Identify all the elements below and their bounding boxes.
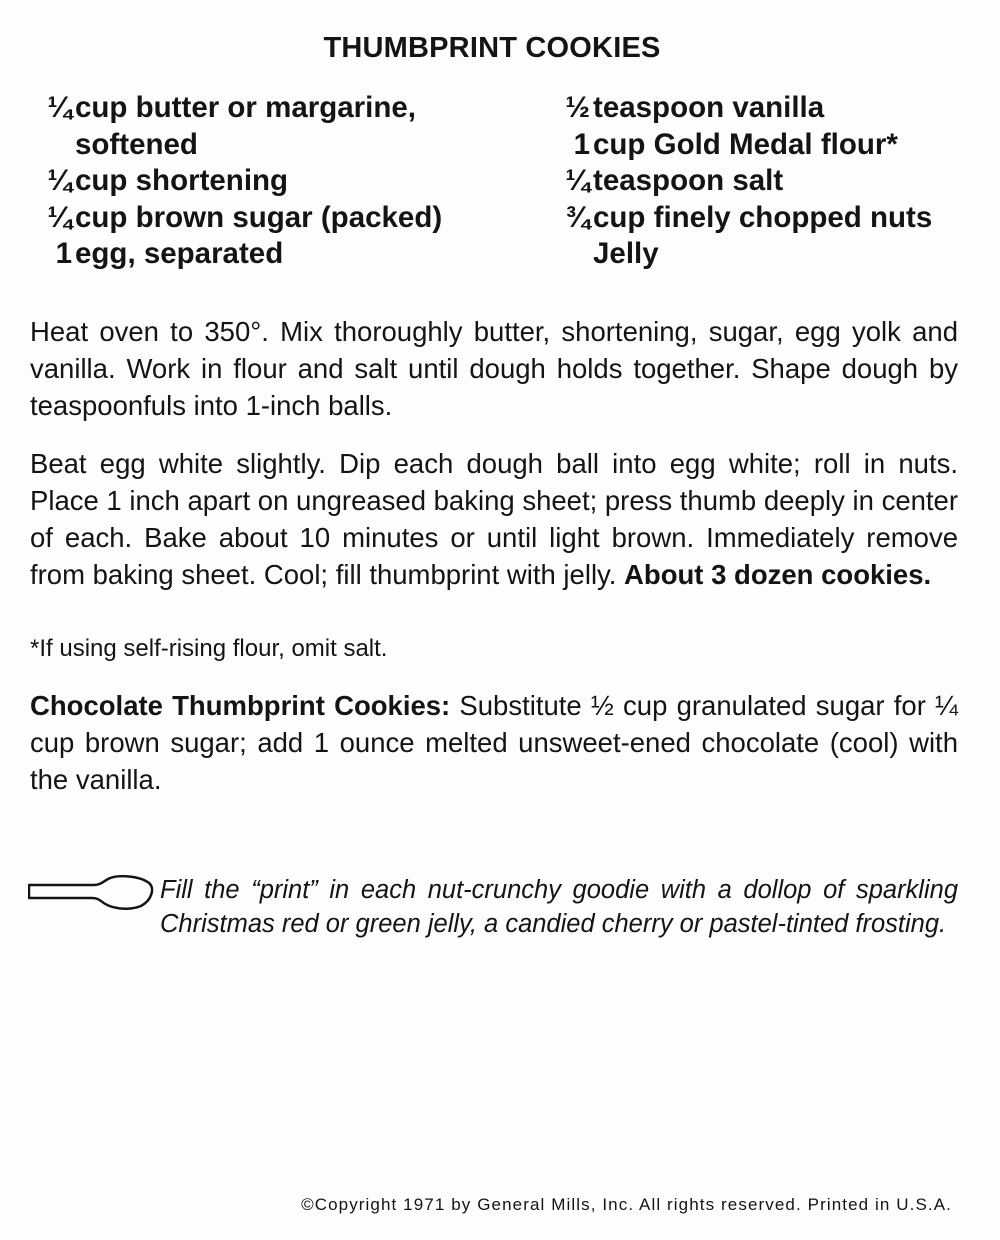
variation-title: Chocolate Thumbprint Cookies: (30, 690, 451, 721)
ingredient-quantity: ¼ (565, 164, 590, 197)
ingredient-text: cup Gold Medal flour* (593, 127, 898, 161)
ingredient-text: teaspoon vanilla (593, 91, 825, 124)
ingredient-text: cup brown sugar (packed) (75, 200, 443, 234)
ingredient-item (30, 90, 442, 127)
ingredient-quantity: 1 (55, 237, 72, 270)
instructions-text: Beat egg white slightly. Dip each dough ball into egg white; roll in nuts. Place 1 inch apart on ungreased baking sheet; press thumb deeply in center of each. Bake about 10 minutes or until light brown. Immediately remove from baking sheet. Cool; fill thumbprint with jelly. (30, 448, 958, 590)
instructions-step-2 (30, 445, 958, 593)
ingredient-text: cup shortening (75, 164, 289, 197)
instructions-step-1: Heat oven to 350°. Mix thoroughly butter, shortening, sugar, egg yolk and vanilla. Work in flour and salt until dough holds together. Shape dough by teaspoonfuls into 1-inch balls. (30, 316, 958, 421)
ingredients-right-column (548, 90, 932, 273)
ingredient-item (30, 236, 442, 273)
variation-text: Substitute ½ cup granulated sugar for ¼ cup brown sugar; add 1 ounce melted unsweet-ened chocolate (cool) with the vanilla. (30, 690, 958, 795)
ingredient-text: cup butter or margarine, (75, 91, 416, 124)
yield-text: About 3 dozen cookies. (624, 559, 932, 590)
ingredient-text: Jelly (593, 237, 659, 270)
ingredient-text: cup finely chopped nuts (593, 200, 933, 234)
ingredient-quantity: ¾ (565, 200, 590, 234)
ingredient-item (548, 127, 932, 164)
ingredient-item (548, 236, 932, 273)
ingredient-quantity: ¼ (47, 91, 72, 124)
ingredient-item (548, 200, 932, 237)
ingredients-left-column (30, 90, 442, 273)
ingredient-item (548, 163, 932, 200)
ingredient-text: teaspoon salt (593, 164, 784, 197)
tip-text: Fill the “print” in each nut-crunchy goodie with a dollop of sparkling Christmas red or green jelly, a candied cherry or pastel-tinted frosting. (160, 876, 958, 938)
copyright-notice: ©Copyright 1971 by General Mills, Inc. All rights reserved. Printed in U.S.A. (301, 1195, 952, 1214)
ingredient-continuation (30, 127, 442, 164)
ingredient-text: softened (75, 127, 198, 161)
ingredient-item (30, 200, 442, 237)
ingredient-item (548, 90, 932, 127)
spoon-icon (28, 875, 154, 911)
ingredient-text: egg, separated (75, 237, 284, 270)
variation-paragraph (30, 687, 958, 798)
ingredient-quantity: ¼ (47, 164, 72, 197)
ingredient-quantity: ¼ (47, 200, 72, 234)
ingredient-item (30, 163, 442, 200)
ingredient-quantity: ½ (565, 91, 590, 124)
ingredient-quantity: 1 (573, 127, 590, 161)
recipe-title: THUMBPRINT COOKIES (323, 32, 661, 64)
serving-tip (28, 873, 958, 941)
flour-footnote: *If using self-rising flour, omit salt. (30, 635, 388, 662)
